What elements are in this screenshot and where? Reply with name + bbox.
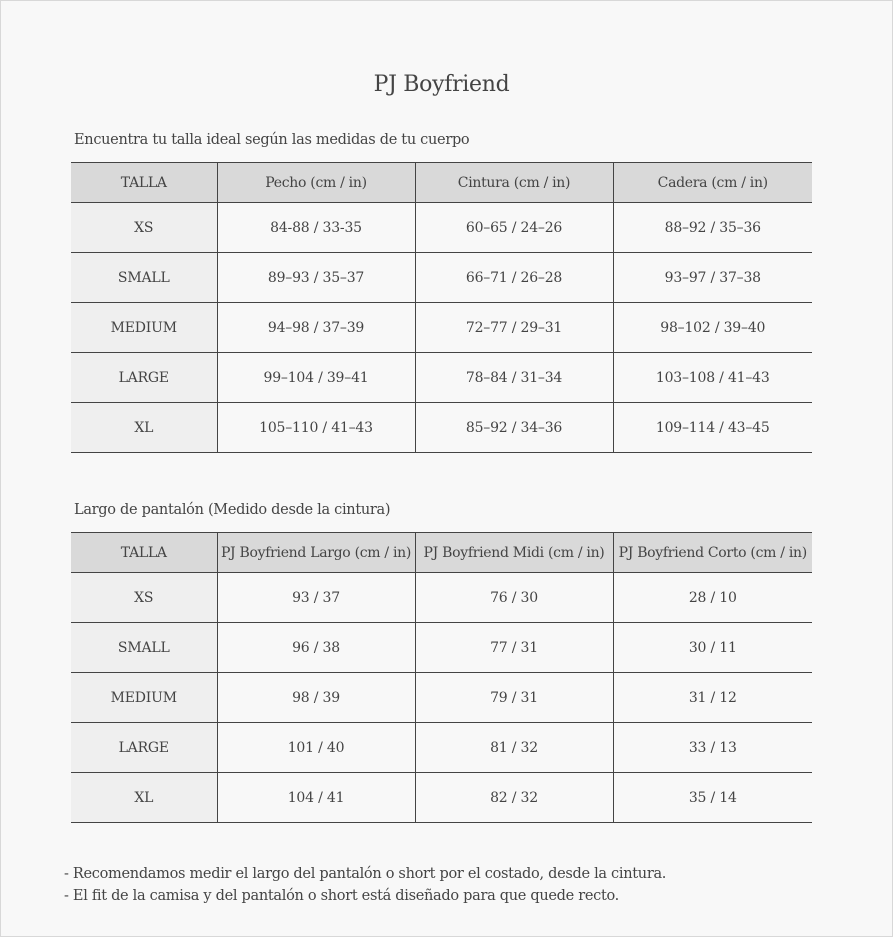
table-header-row bbox=[71, 163, 812, 203]
note-measure-length: - Recomendamos medir el largo del pantalón o short por el costado, desde la cintura. bbox=[64, 866, 667, 882]
page-title: PJ Boyfriend bbox=[373, 72, 510, 97]
table-cell: 60–65 / 24–26 bbox=[415, 203, 613, 253]
table-cell: 98 / 39 bbox=[217, 673, 415, 723]
table-cell: 101 / 40 bbox=[217, 723, 415, 773]
column-header-pecho: Pecho (cm / in) bbox=[217, 163, 415, 203]
table-cell: 105–110 / 41–43 bbox=[217, 403, 415, 453]
table-cell: 98–102 / 39–40 bbox=[613, 303, 812, 353]
table-cell: 84-88 / 33-35 bbox=[217, 203, 415, 253]
table-row bbox=[71, 403, 812, 453]
size-label: SMALL bbox=[71, 253, 217, 303]
table-cell: 33 / 13 bbox=[613, 723, 812, 773]
table-cell: 30 / 11 bbox=[613, 623, 812, 673]
table-row bbox=[71, 773, 812, 823]
size-label: LARGE bbox=[71, 723, 217, 773]
size-label: SMALL bbox=[71, 623, 217, 673]
note-fit: - El fit de la camisa y del pantalón o short está diseñado para que quede recto. bbox=[64, 888, 619, 904]
table-row bbox=[71, 723, 812, 773]
table-cell: 77 / 31 bbox=[415, 623, 613, 673]
size-label: MEDIUM bbox=[71, 673, 217, 723]
table-cell: 104 / 41 bbox=[217, 773, 415, 823]
column-header-cadera: Cadera (cm / in) bbox=[613, 163, 812, 203]
table-row bbox=[71, 573, 812, 623]
column-header-talla: TALLA bbox=[71, 533, 217, 573]
table-cell: 109–114 / 43–45 bbox=[613, 403, 812, 453]
table-cell: 66–71 / 26–28 bbox=[415, 253, 613, 303]
size-label: XS bbox=[71, 203, 217, 253]
size-label: XL bbox=[71, 773, 217, 823]
table-cell: 72–77 / 29–31 bbox=[415, 303, 613, 353]
table-cell: 81 / 32 bbox=[415, 723, 613, 773]
table-header-row bbox=[71, 533, 812, 573]
column-header-largo: PJ Boyfriend Largo (cm / in) bbox=[217, 533, 415, 573]
column-header-cintura: Cintura (cm / in) bbox=[415, 163, 613, 203]
table-cell: 35 / 14 bbox=[613, 773, 812, 823]
table-cell: 79 / 31 bbox=[415, 673, 613, 723]
size-label: XL bbox=[71, 403, 217, 453]
column-header-corto: PJ Boyfriend Corto (cm / in) bbox=[613, 533, 812, 573]
table-cell: 76 / 30 bbox=[415, 573, 613, 623]
pants-length-subtitle: Largo de pantalón (Medido desde la cintura) bbox=[74, 502, 391, 518]
table-row bbox=[71, 623, 812, 673]
table-row bbox=[71, 203, 812, 253]
table-cell: 94–98 / 37–39 bbox=[217, 303, 415, 353]
table-cell: 103–108 / 41–43 bbox=[613, 353, 812, 403]
table-row bbox=[71, 353, 812, 403]
table-cell: 96 / 38 bbox=[217, 623, 415, 673]
size-label: LARGE bbox=[71, 353, 217, 403]
table-cell: 28 / 10 bbox=[613, 573, 812, 623]
table-cell: 78–84 / 31–34 bbox=[415, 353, 613, 403]
table-cell: 82 / 32 bbox=[415, 773, 613, 823]
table-row bbox=[71, 303, 812, 353]
table-cell: 31 / 12 bbox=[613, 673, 812, 723]
table-cell: 93–97 / 37–38 bbox=[613, 253, 812, 303]
table-row bbox=[71, 673, 812, 723]
size-label: XS bbox=[71, 573, 217, 623]
body-measurements-subtitle: Encuentra tu talla ideal según las medidas de tu cuerpo bbox=[74, 132, 470, 148]
table-row bbox=[71, 253, 812, 303]
table-cell: 93 / 37 bbox=[217, 573, 415, 623]
column-header-talla: TALLA bbox=[71, 163, 217, 203]
column-header-midi: PJ Boyfriend Midi (cm / in) bbox=[415, 533, 613, 573]
body-measurements-table bbox=[71, 162, 812, 453]
pants-length-table bbox=[71, 532, 812, 823]
table-cell: 99–104 / 39–41 bbox=[217, 353, 415, 403]
table-cell: 88–92 / 35–36 bbox=[613, 203, 812, 253]
size-label: MEDIUM bbox=[71, 303, 217, 353]
notes bbox=[64, 863, 666, 907]
table-cell: 85–92 / 34–36 bbox=[415, 403, 613, 453]
table-cell: 89–93 / 35–37 bbox=[217, 253, 415, 303]
